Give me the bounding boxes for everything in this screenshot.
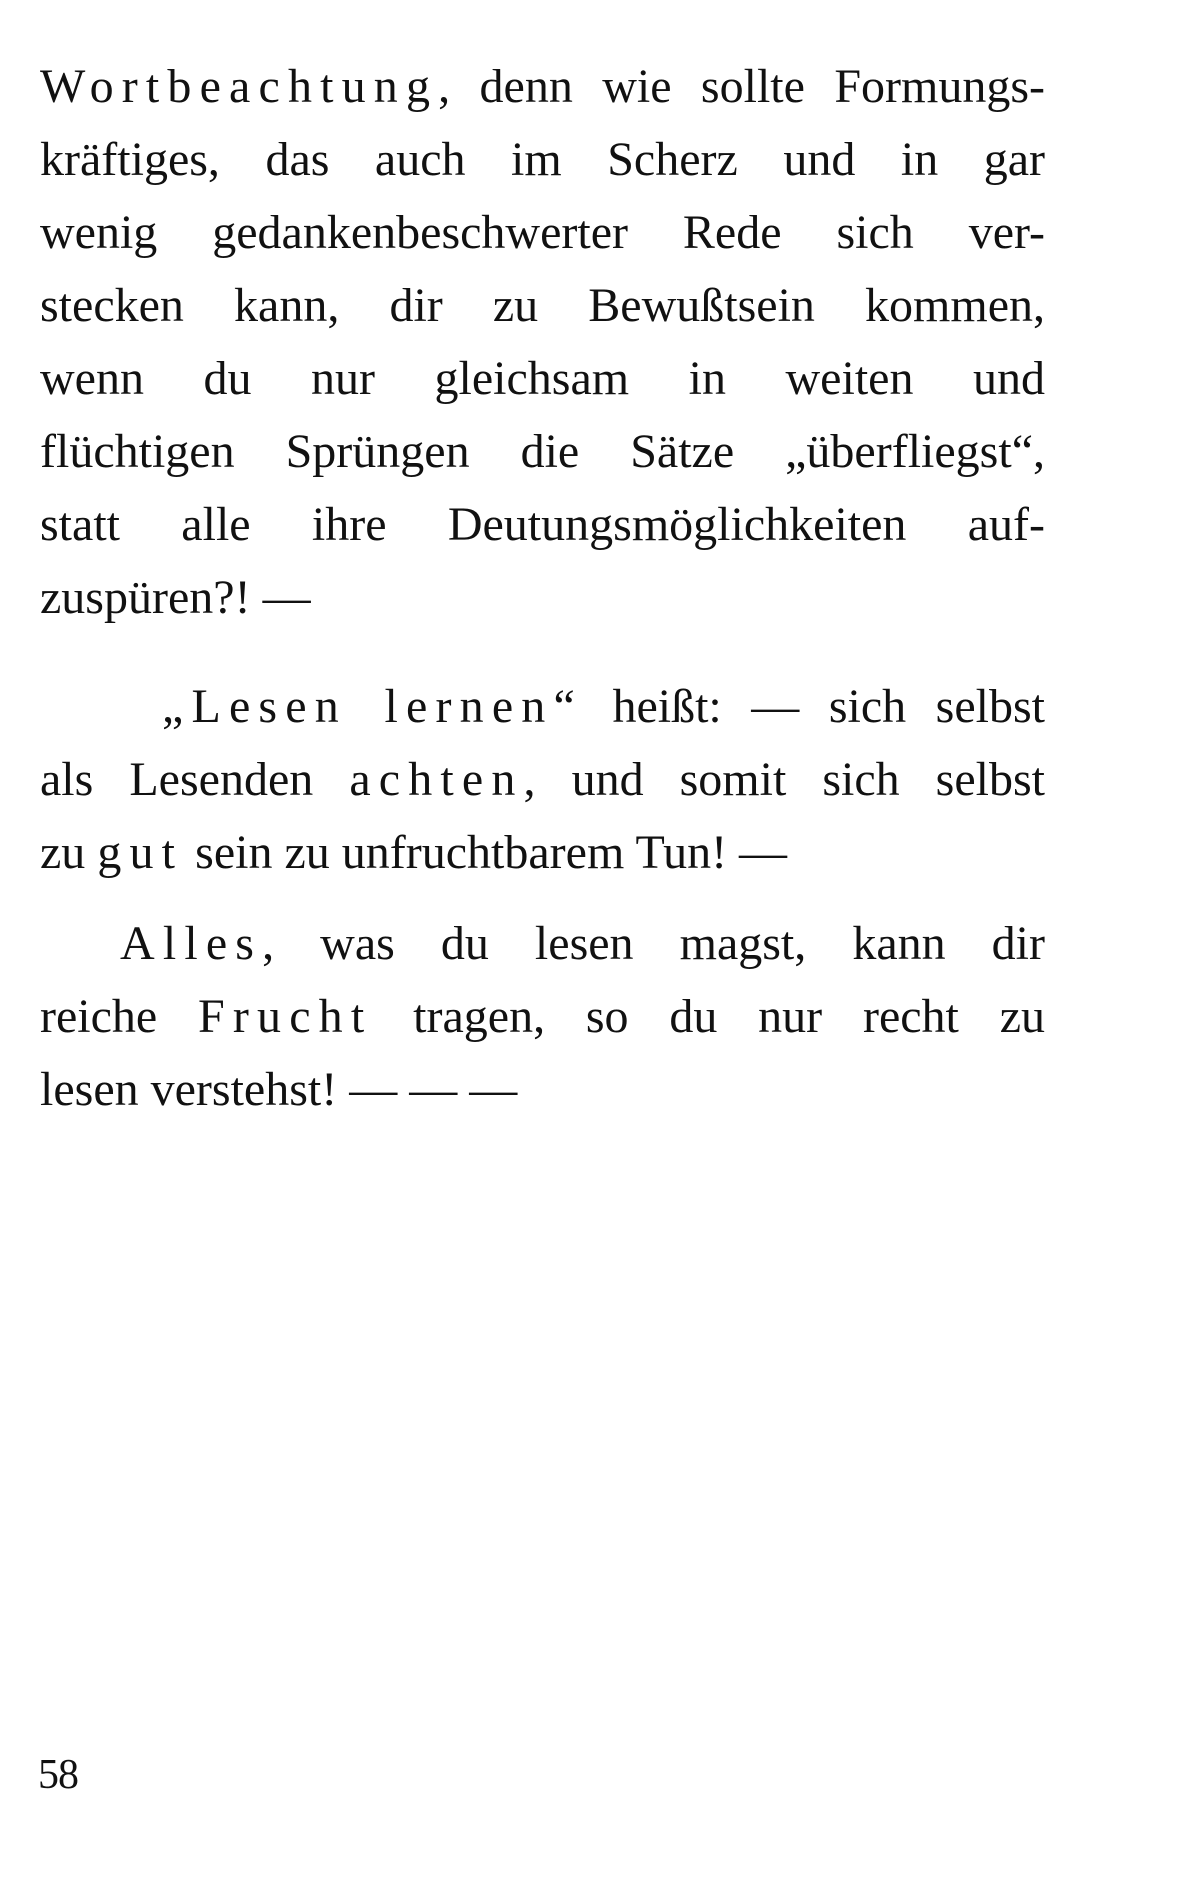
- text-segment: , was du lesen magst, kann dir: [262, 917, 1045, 970]
- text-line: lesen verstehst! — — —: [40, 1063, 518, 1116]
- text-segment: heißt: — sich selbst: [582, 680, 1046, 733]
- paragraph-3: [40, 907, 1045, 1126]
- text-segment: zu: [40, 826, 98, 879]
- text-line: [40, 816, 1045, 889]
- emphasized-word: gut: [97, 826, 184, 879]
- text-segment: als Lesenden: [40, 753, 350, 806]
- text-line: [40, 50, 1045, 123]
- text-line: wenig gedankenbeschwerter Rede sich ver-: [40, 206, 1045, 259]
- text-line: kräftiges, das auch im Scherz und in gar: [40, 133, 1045, 186]
- text-line: zuspüren?! —: [40, 571, 311, 624]
- text-segment: reiche: [40, 990, 199, 1043]
- text-segment: sein zu unfruchtbarem Tun! —: [183, 826, 788, 879]
- paragraph-1: [40, 50, 1045, 634]
- text-line: [40, 980, 1045, 1053]
- emphasized-phrase: „Lesen lernen“: [162, 680, 583, 733]
- text-line: [40, 907, 1045, 980]
- emphasized-word: Alles: [120, 917, 263, 970]
- page-number: 58: [38, 1752, 78, 1798]
- emphasized-word: Wortbeachtung: [40, 60, 439, 113]
- text-line: statt alle ihre Deutungsmöglichkeiten auf-: [40, 498, 1045, 551]
- text-segment: , und somit sich selbst: [523, 753, 1046, 806]
- text-line: [40, 670, 1045, 743]
- emphasized-word: Frucht: [198, 990, 373, 1043]
- text-line: wenn du nur gleichsam in weiten und: [40, 352, 1045, 405]
- text-line: flüchtigen Sprüngen die Sätze „überfliegst“,: [40, 425, 1045, 478]
- text-segment: tragen, so du nur recht zu: [372, 990, 1046, 1043]
- text-segment: , denn wie sollte Formungs-: [438, 60, 1045, 113]
- text-line: [40, 743, 1045, 816]
- emphasized-word: achten: [349, 753, 524, 806]
- paragraph-2: [40, 670, 1045, 889]
- text-line: stecken kann, dir zu Bewußtsein kommen,: [40, 279, 1045, 332]
